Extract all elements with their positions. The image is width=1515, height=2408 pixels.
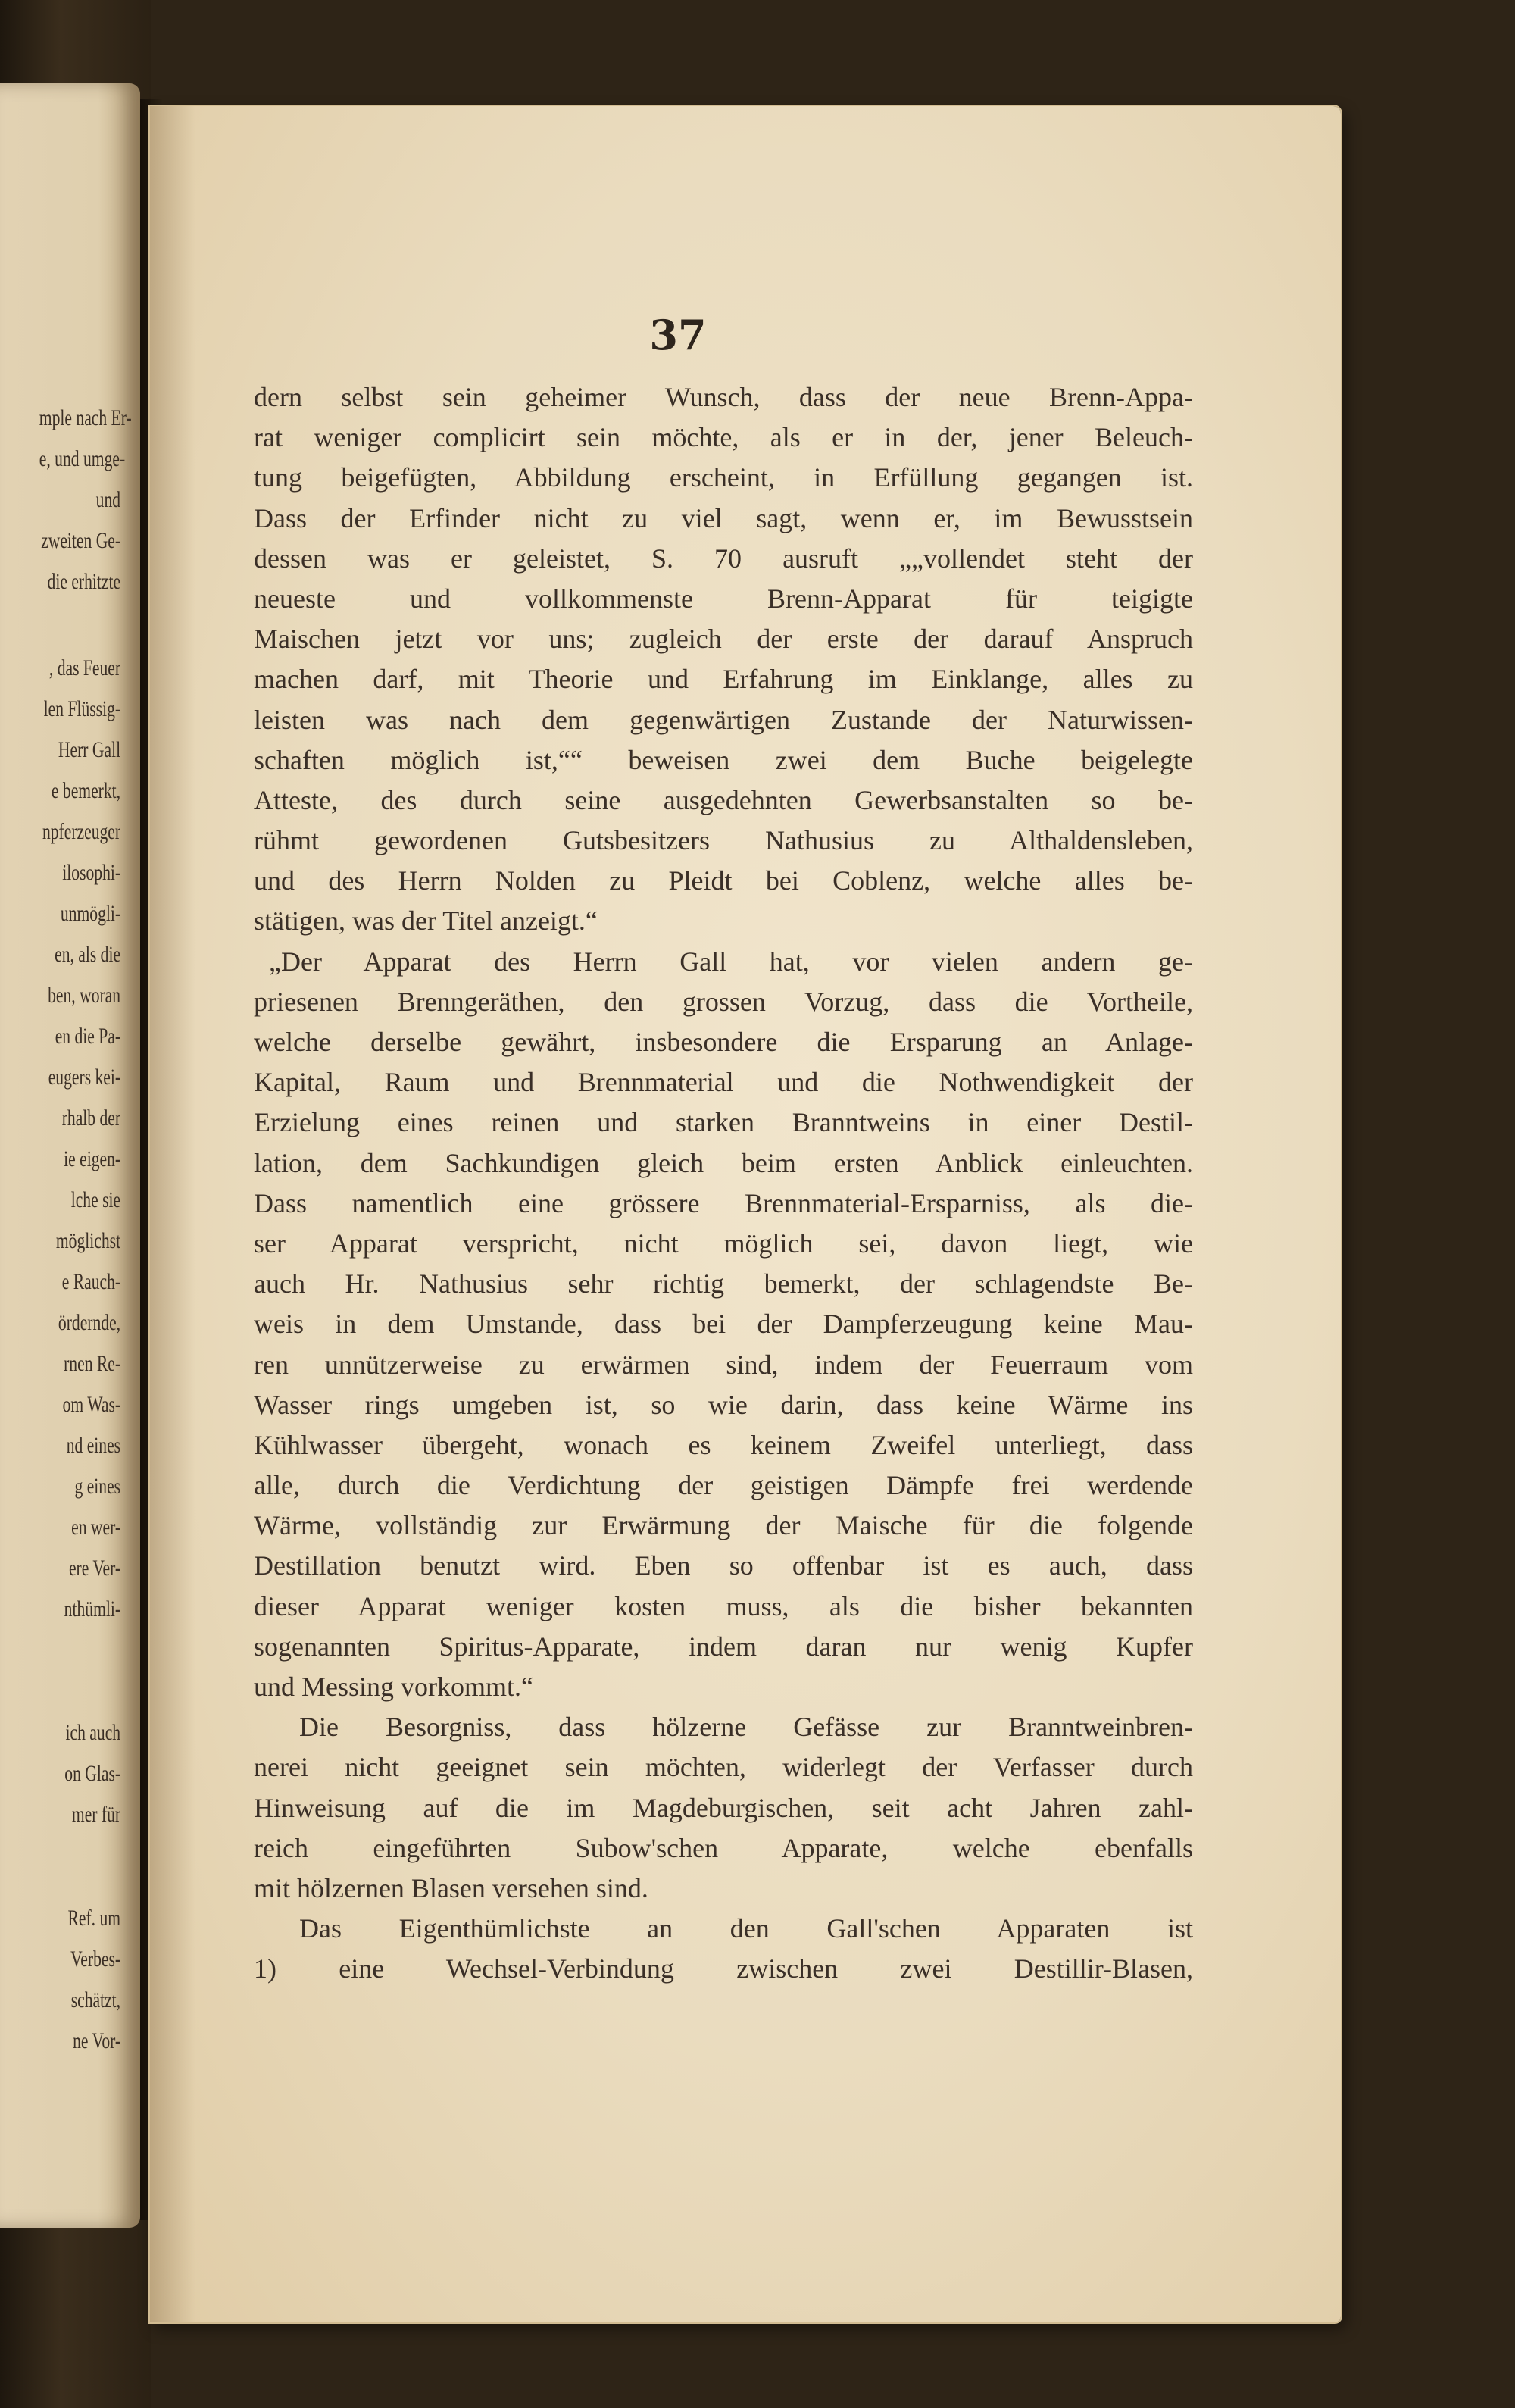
left-fragment: die erhitzte xyxy=(47,569,121,594)
left-fragment: on Glas- xyxy=(64,1761,121,1786)
text-line: Hinweisung auf die im Magdeburgischen, seit acht Jahren zahl- xyxy=(254,1792,1193,1823)
text-line: nerei nicht geeignet sein möchten, widerlegt der Verfasser durch xyxy=(254,1752,1193,1783)
text-line: Kapital, Raum und Brennmaterial und die Nothwendigkeit der xyxy=(254,1067,1193,1098)
text-line: „Der Apparat des Herrn Gall hat, vor vielen andern ge- xyxy=(269,946,1193,977)
left-fragment: ilosophi- xyxy=(62,860,121,885)
left-fragment: möglichst xyxy=(55,1228,121,1253)
left-fragment: Verbes- xyxy=(70,1947,121,1972)
text-line: Die Besorgniss, dass hölzerne Gefässe zur Branntweinbren- xyxy=(299,1712,1193,1743)
left-fragment: Herr Gall xyxy=(58,737,121,762)
page-body-text xyxy=(254,377,1193,1990)
left-fragment: schätzt, xyxy=(70,1987,121,2012)
text-line: Kühlwasser übergeht, wonach es keinem Zweifel unterliegt, dass xyxy=(254,1429,1193,1460)
text-line: lation, dem Sachkundigen gleich beim ersten Anblick einleuchten. xyxy=(254,1147,1193,1178)
left-fragment: eugers kei- xyxy=(48,1065,121,1090)
left-fragments-top xyxy=(0,398,140,602)
left-fragment: rhalb der xyxy=(61,1105,121,1131)
text-line: und Messing vorkommt.“ xyxy=(254,1672,533,1702)
text-line: Dass der Erfinder nicht zu viel sagt, wenn er, im Bewusstsein xyxy=(254,502,1193,533)
text-line: 1) eine Wechsel-Verbindung zwischen zwei Destillir-Blasen, xyxy=(254,1953,1193,1984)
left-page xyxy=(0,83,140,2228)
left-fragment: e, und umge- xyxy=(39,446,126,471)
text-line: und des Herrn Nolden zu Pleidt bei Coblenz, welche alles be- xyxy=(254,865,1193,896)
text-line: alle, durch die Verdichtung der geistigen Dämpfe frei werdende xyxy=(254,1470,1193,1501)
text-line: dieser Apparat weniger kosten muss, als die bisher bekannten xyxy=(254,1590,1193,1621)
left-fragment: nthümli- xyxy=(64,1596,121,1621)
text-line: leisten was nach dem gegenwärtigen Zustande der Naturwissen- xyxy=(254,704,1193,735)
left-fragment: , das Feuer xyxy=(48,655,121,680)
text-line: rühmt gewordenen Gutsbesitzers Nathusius zu Althaldensleben, xyxy=(254,825,1193,856)
left-fragment: g eines xyxy=(74,1474,121,1499)
text-line: Erzielung eines reinen und starken Branntweins in einer Destil- xyxy=(254,1107,1193,1138)
left-fragment: ie eigen- xyxy=(64,1146,121,1171)
left-fragment: ich auch xyxy=(65,1720,121,1745)
left-fragment: zweiten Ge- xyxy=(41,528,121,553)
left-fragment: ere Ver- xyxy=(68,1556,121,1581)
text-line: ren unnützerweise zu erwärmen sind, indem der Feuerraum vom xyxy=(254,1349,1193,1380)
left-fragment: npferzeuger xyxy=(42,819,121,844)
left-fragment: e bemerkt, xyxy=(51,778,121,803)
text-line: welche derselbe gewährt, insbesondere die Ersparung an Anlage- xyxy=(254,1027,1193,1057)
text-line: dern selbst sein geheimer Wunsch, dass der neue Brenn-Appa- xyxy=(254,382,1193,412)
left-fragment: mer für xyxy=(71,1802,121,1827)
text-line: ser Apparat verspricht, nicht möglich sei, davon liegt, wie xyxy=(254,1227,1193,1259)
text-line: mit hölzernen Blasen versehen sind. xyxy=(254,1872,648,1903)
text-line: schaften möglich ist,““ beweisen zwei dem Buche beigelegte xyxy=(254,744,1193,775)
text-line: Atteste, des durch seine ausgedehnten Gewerbsanstalten so be- xyxy=(254,784,1193,815)
left-fragment: nd eines xyxy=(66,1433,121,1458)
left-fragment: ne Vor- xyxy=(73,2028,121,2053)
left-fragment: en, als die xyxy=(55,942,121,967)
left-fragment: rnen Re- xyxy=(64,1351,121,1376)
text-line: rat weniger complicirt sein möchte, als er in der, jener Beleuch- xyxy=(254,422,1193,453)
page-number: 37 xyxy=(649,311,707,359)
text-line: reich eingeführten Subow'schen Apparate, welche ebenfalls xyxy=(254,1832,1193,1863)
left-fragment: ördernde, xyxy=(58,1310,121,1335)
left-fragments-mid xyxy=(0,648,140,1630)
text-line: dessen was er geleistet, S. 70 ausruft „„vollendet steht der xyxy=(254,543,1193,574)
text-line: Dass namentlich eine grössere Brennmaterial-Ersparniss, als die- xyxy=(254,1187,1193,1218)
text-line: sogenannten Spiritus-Apparate, indem daran nur wenig Kupfer xyxy=(254,1631,1193,1662)
left-fragment: mple nach Er- xyxy=(39,405,132,430)
left-fragment: lche sie xyxy=(70,1187,121,1212)
left-fragment: unmögli- xyxy=(60,901,121,926)
left-fragment: len Flüssig- xyxy=(43,696,121,721)
left-fragment: Ref. um xyxy=(67,1906,121,1931)
left-fragment: en wer- xyxy=(71,1515,121,1540)
text-line: Das Eigenthümlichste an den Gall'schen Apparaten ist xyxy=(299,1913,1193,1944)
left-fragment: om Was- xyxy=(62,1392,121,1417)
text-line: weis in dem Umstande, dass bei der Dampferzeugung keine Mau- xyxy=(254,1309,1193,1340)
text-line: Wasser rings umgeben ist, so wie darin, dass keine Wärme ins xyxy=(254,1389,1193,1420)
text-line: tung beigefügten, Abbildung erscheint, in Erfüllung gegangen ist. xyxy=(254,462,1193,493)
left-fragments-end xyxy=(0,1898,140,2062)
text-line: neueste und vollkommenste Brenn-Apparat für teigigte xyxy=(254,583,1193,614)
text-line: Maischen jetzt vor uns; zugleich der erste der darauf Anspruch xyxy=(254,624,1193,655)
text-line: Wärme, vollständig zur Erwärmung der Maische für die folgende xyxy=(254,1510,1193,1541)
text-line: Destillation benutzt wird. Eben so offenbar ist es auch, dass xyxy=(254,1550,1193,1581)
left-fragment: und xyxy=(95,487,121,512)
text-line: priesenen Brenngeräthen, den grossen Vorzug, dass die Vortheile, xyxy=(254,986,1193,1017)
text-line: stätigen, was der Titel anzeigt.“ xyxy=(254,905,598,937)
left-fragment: ben, woran xyxy=(48,983,121,1008)
text-line: machen darf, mit Theorie und Erfahrung im Einklange, alles zu xyxy=(254,664,1193,695)
left-fragment: en die Pa- xyxy=(55,1024,121,1049)
left-fragment: e Rauch- xyxy=(61,1269,121,1294)
text-line: auch Hr. Nathusius sehr richtig bemerkt, der schlagendste Be- xyxy=(254,1268,1193,1299)
left-fragments-bottom xyxy=(0,1712,140,1835)
